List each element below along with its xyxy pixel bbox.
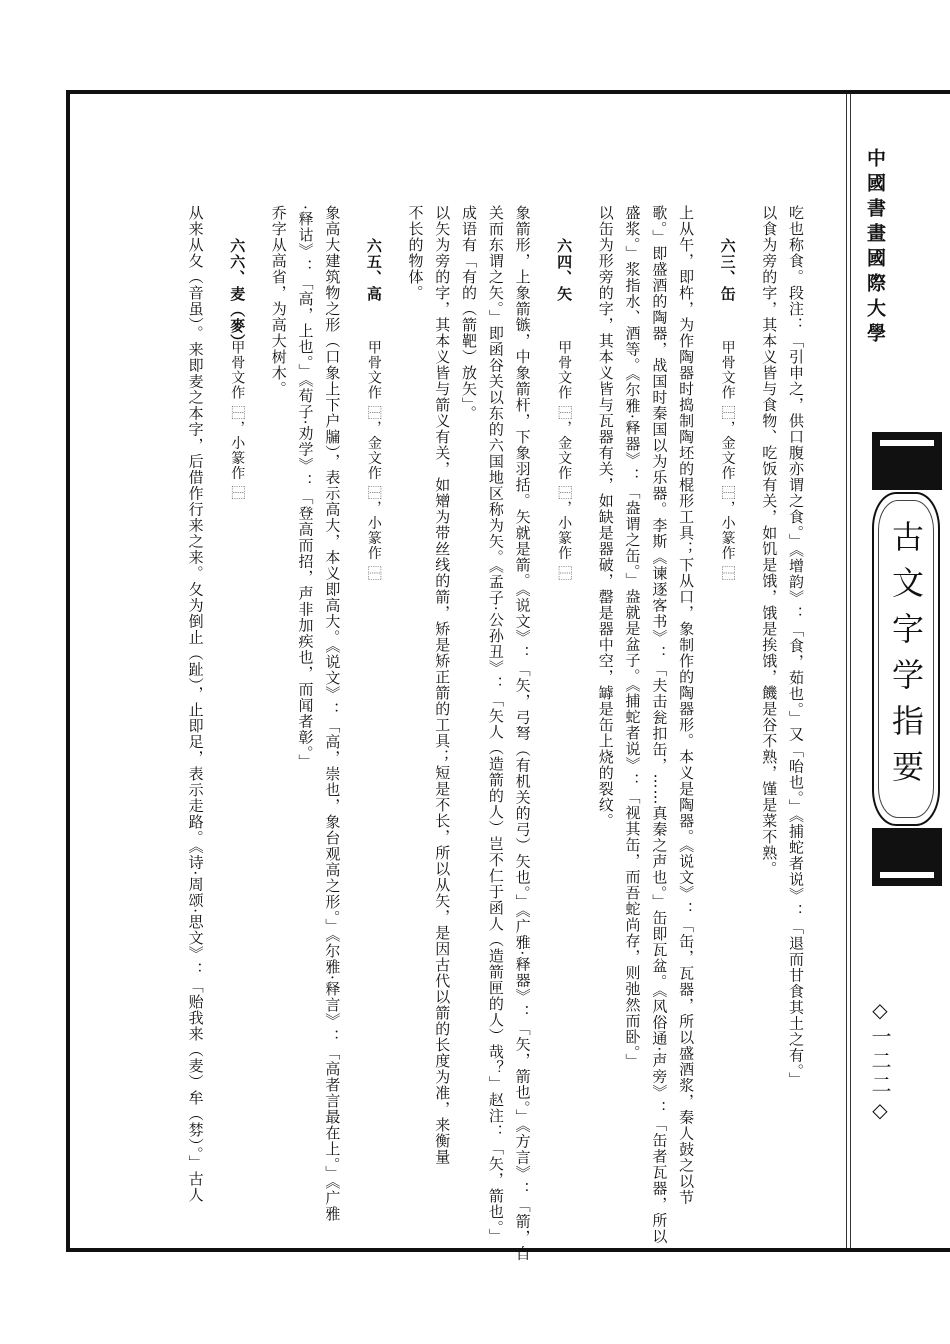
text-column: 象箭形，上象箭镞，中象箭杆，下象羽括。矢就是箭。《说文》：「矢，弓弩（有机关的弓）矢也。」《广雅·释器》：「矢，箭也。」《方言》：「箭，自 <box>513 205 532 1262</box>
text-column: 上从午，即杵，为作陶器时捣制陶坯的棍形工具；下从口，象制作的陶器形。本义是陶器。《说文》：「缶，瓦器，所以盛酒浆，秦人鼓之以节 <box>677 205 696 1206</box>
decorative-band-top <box>872 432 942 490</box>
section-heading: 六三、缶 <box>718 238 737 302</box>
text-column: ·释诂》：「高，上也。」《荀子·劝学》：「登高而招，声非加疾也，而闻者彰。」 <box>296 205 315 771</box>
section-heading: 六四、矢 <box>555 238 574 302</box>
sidebar-divider-line <box>850 94 851 1248</box>
character-forms: 甲骨文作 ⿱，小篆作 ⿱ <box>229 340 246 501</box>
page-frame-bottom <box>66 1248 950 1252</box>
text-column: 从来从夂（音虽）。来即麦之本字，后借作行来之来。夂为倒止（趾），止即足，表示走路。《诗·周颂·思文》：「贻我来（麦）牟（棼）。」古人 <box>186 205 205 1204</box>
publisher-name: 中國書畫國際大學 <box>864 148 886 348</box>
text-column: 成语有「有的（箭靶）放矢」。 <box>460 205 479 422</box>
character-forms: 甲骨文作 ⿱，金文作 ⿱，小篆作 ⿱ <box>719 340 736 582</box>
character-forms: 甲骨文作 ⿱，金文作 ⿱，小篆作 ⿱ <box>365 340 382 582</box>
book-title: 古文字学指要 <box>887 520 925 796</box>
section-heading: 六五、高 <box>364 238 383 302</box>
page-frame-left <box>66 90 70 1252</box>
text-column: 吃也称食。段注：「引申之，供口腹亦谓之食。」《增韵》：「食，茹也。」又「咍也。」《捕蛇者说》：「退而甘食其土之有。」 <box>787 205 805 1088</box>
decorative-band-bottom <box>872 828 942 886</box>
text-column: 以缶为形旁的字，其本义皆与瓦器有关，如缺是器破，罄是器中空，罅是缶上烧的裂纹。 <box>596 205 615 829</box>
page-number: ◇一二二◇ <box>868 998 892 1126</box>
text-column: 以矢为旁的字，其本义皆与箭义有关，如矰为带丝线的箭，矫是矫正箭的工具；短是不长，所以从矢，是因古代以箭的长度为准，来衡量 <box>433 205 452 1165</box>
text-column: 不长的物体。 <box>406 205 425 301</box>
character-forms: 甲骨文作 ⿱，金文作 ⿱，小篆作 ⿱ <box>556 340 573 582</box>
sidebar-divider-line <box>846 94 847 1248</box>
text-column: 象高大建筑物之形（口象上下户牖），表示高大，本义即高大。《说文》：「高，崇也，象台观高之形。」《尔雅·释言》：「高者言最在上。」《广雅 <box>323 205 342 1222</box>
text-column: 以食为旁的字，其本义皆与食物、吃饭有关，如饥是饿，饿是挨饿，饑是谷不熟，馑是菜不熟。 <box>760 205 779 877</box>
text-column: 关而东谓之矢。」即函谷关以东的六国地区称为矢。《孟子·公孙丑》：「矢人（造箭的人）岂不仁于函人（造箭匣的人）哉？」赵注：「矢，箭也。」 <box>486 205 505 1245</box>
page-frame-top <box>66 90 950 94</box>
text-column: 乔字从高省，为高大树木。 <box>269 205 288 397</box>
section-heading: 六六、麦（麥） <box>228 238 247 350</box>
text-column: 歌。」即盛酒的陶器，战国时秦国以为乐器。李斯《谏逐客书》：「夫击瓮扣缶，……真秦之声也。」缶即瓦盆。《风俗通·声旁》：「缶者瓦器，所以 <box>650 205 669 1245</box>
text-column: 盛浆。」浆指水、酒等。《尔雅·释器》：「盎谓之缶。」盎就是盆子。《捕蛇者说》：「视其缶，而吾蛇尚存，则弛然而卧。」 <box>623 205 642 1070</box>
